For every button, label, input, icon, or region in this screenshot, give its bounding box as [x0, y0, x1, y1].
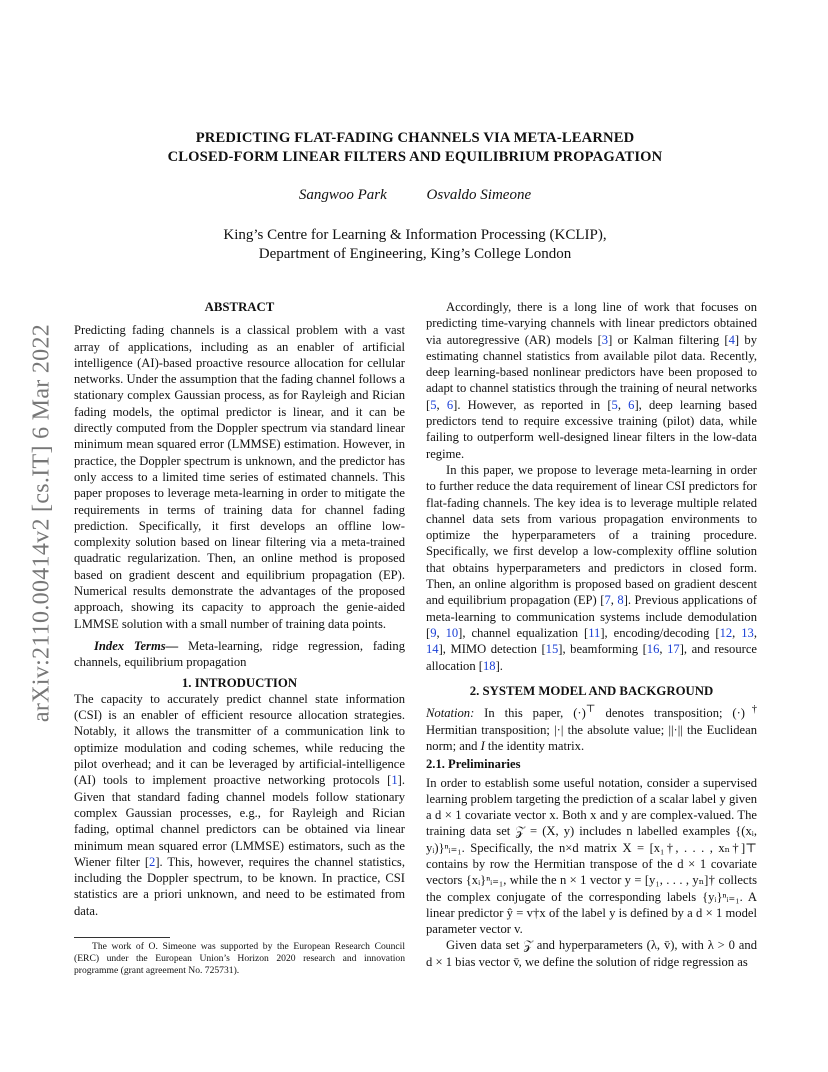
citation-link[interactable]: 10 [445, 625, 459, 640]
citation-link[interactable]: 5 [430, 397, 437, 412]
citation-link[interactable]: 13 [741, 625, 754, 640]
body-text: ], and resource allocation [ [426, 642, 757, 673]
footnote-rule [74, 937, 170, 938]
body-text: Hermitian transposition; |·| the absolute value; ||·|| the Euclidean norm; and [426, 722, 757, 753]
affiliation-line-2: Department of Engineering, King’s College London [258, 246, 572, 262]
intro-text: ]. This, however, requires the channel statistics, including the Doppler spectrum, to be known. In practice, CSI statistics are a priori unknown, and need to be estimated from data. [74, 854, 405, 918]
preliminaries-paragraph: In order to establish some useful notation, consider a supervised learning problem targeting the prediction of a scalar label y given a d × 1 covariate vector x. Both x and y are complex-valued. The training data set 𝒵 = (X, y) includes n labelled examples {(xᵢ, yᵢ)}ⁿᵢ₌₁. Specifically, the n×d matrix X = [x₁†, . . . , xₙ†]⊤ contains by row the Hermitian transpose of the d × 1 covariate vectors {xᵢ}ⁿᵢ₌₁, while the n × 1 vector y = [y₁, . . . , yₙ]† collects the complex conjugate of the corresponding labels {yᵢ}ⁿᵢ₌₁. A linear predictor ŷ = v†x of the label y is defined by a d × 1 model parameter vector v. [426, 775, 757, 937]
citation-link[interactable]: 18 [483, 658, 496, 673]
body-text: ]. [495, 658, 503, 673]
intro-text: The capacity to accurately predict channel state information (CSI) is an enabler of efficient resource allocation strategies. Notably, it allows the transmitter of a communication link to optimize modulation and coding schemes, while reducing the pilot overhead; and it can be leveraged by artificial-intelligence (AI) tools to implement proactive networking protocols [ [74, 691, 405, 788]
body-text: In this paper, (·) [474, 706, 586, 721]
citation-link[interactable]: 9 [430, 625, 437, 640]
paper-title [74, 129, 756, 167]
body-text: ], deep learning based predictors tend to require excessive training (pilot) data, while failing to outperform well-designed linear filters in the low-data regime. [426, 397, 758, 461]
subsection-heading: 2.1. Preliminaries [426, 757, 521, 772]
body-text: ], MIMO detection [ [438, 642, 546, 657]
citation-link[interactable]: 11 [588, 625, 601, 640]
citation-link[interactable]: 12 [719, 625, 733, 640]
author-list [74, 187, 756, 204]
body-text: denotes transposition; (·) [595, 706, 745, 721]
affiliation [74, 226, 756, 264]
abstract-heading: ABSTRACT [204, 300, 275, 314]
footnote-text: The work of O. Simeone was supported by the European Research Council (ERC) under the European Union’s Horizon 2020 research and innovation programme (grant agreement No. 725731). [74, 941, 405, 976]
index-terms-text: Meta-learning, ridge regression, fading channels, equilibrium propagation [74, 638, 406, 670]
author-name: Sangwoo Park [298, 187, 387, 203]
body-text: ], beamforming [ [558, 642, 647, 657]
body-text: Accordingly, there is a long line of work that focuses on predicting time-varying channels with linear predictors obtained via autoregressive (AR) models [ [426, 300, 757, 347]
title-line-2: CLOSED-FORM LINEAR FILTERS AND EQUILIBRIUM PROPAGATION [167, 149, 663, 165]
citation-link[interactable]: 6 [446, 397, 454, 412]
intro-text: ]. Given that standard fading channel models follow stationary complex Gaussian processes, e.g., for Rayleigh and Rician fading, optimal channel predictors can be obtained via linear minimum mean squared error (LMMSE) estimators, such as the Wiener filter [ [74, 773, 405, 869]
index-terms-label: Index Terms— [94, 638, 179, 653]
citation-link[interactable]: 15 [545, 642, 559, 657]
intro-heading: 1. INTRODUCTION [181, 675, 298, 690]
superscript: † [745, 704, 758, 716]
section-2-heading: 2. SYSTEM MODEL AND BACKGROUND [469, 683, 714, 698]
citation-link[interactable]: 17 [667, 642, 680, 657]
notation-label: Notation: [426, 706, 475, 721]
citation-link[interactable]: 1 [391, 773, 398, 788]
citation-link[interactable]: 4 [728, 332, 735, 347]
title-line-1: PREDICTING FLAT-FADING CHANNELS VIA META-LEARNED [195, 130, 635, 146]
notation-paragraph [426, 702, 757, 754]
citation-link[interactable]: 3 [601, 332, 609, 347]
left-column [74, 299, 405, 919]
ridge-paragraph: Given data set 𝒵 and hyperparameters (λ, v̄), with λ > 0 and d × 1 bias vector v̄, we define the solution of ridge regression as [426, 938, 757, 969]
citation-link[interactable]: 16 [646, 642, 660, 657]
citation-link[interactable]: 2 [149, 854, 156, 869]
footnote [74, 941, 405, 977]
math-symbol: I [480, 738, 485, 753]
contribution-paragraph: In this paper, we propose to leverage meta-learning in order to further reduce the data requirement of linear CSI predictors for flat-fading channels. The key idea is to leverage multiple related channel data sets from various propagation environments to optimize the hyperparameters of a training procedure. Specifically, we first develop a low-complexity offline solution that obtains hyperparameters and predictors in closed form. Then, an online algorithm is proposed based on gradient descent and equilibrium propagation (EP) [7, 8]. Previous applications of meta-learning to communication systems include demodulation [9, 10], channel equalization [11], encoding/decoding [12, 13, 14], MIMO detection [15], beamforming [16, 17], and resource allocation [18]. [426, 462, 758, 673]
abstract-text: Predicting fading channels is a classical problem with a vast array of applications, including as an enabler of artificial intelligence (AI)-based proactive resource allocation for cellular networks. Under the assumption that the fading channel follows a stationary complex Gaussian process, as for Rayleigh and Rician fading models, the optimal predictor is linear, and it can be directly computed from the Doppler spectrum via standard linear minimum mean squared error (LMMSE) estimation. However, in practice, the Doppler spectrum is unknown, and the predictor has only access to a limited time series of estimated channels. This paper proposes to leverage meta-learning in order to mitigate the requirements in terms of training data for channel fading prediction. Specifically, it first develops an offline low-complexity solution based on linear filtering via a meta-trained quadratic regularization. Then, an online method is proposed based on gradient descent and equilibrium propagation (EP). Numerical results demonstrate the advantages of the proposed approach, showing its capacity to approach the genie-aided LMMSE solution with a small number of training data points. [74, 323, 405, 631]
author-name: Osvaldo Simeone [426, 187, 532, 203]
citation-link[interactable]: 5 [611, 397, 618, 412]
body-text: ], channel equalization [ [458, 625, 589, 640]
body-text: ] or Kalman filtering [ [608, 332, 729, 347]
arxiv-stamp: arXiv:2110.00414v2 [cs.IT] 6 Mar 2022 [28, 323, 55, 723]
related-work-paragraph: Accordingly, there is a long line of work that focuses on predicting time-varying channels with linear predictors obtained via autoregressive (AR) models [3] or Kalman filtering [4] by estimating channel statistics from available pilot data. Recently, deep learning-based nonlinear predictors have been proposed to adapt to channel statistics through the training of neural networks [5, 6]. However, as reported in [5, 6], deep learning based predictors tend to require excessive training (pilot) data, while failing to outperform well-designed linear filters in the low-data regime. [426, 300, 758, 461]
citation-link[interactable]: 8 [617, 593, 624, 608]
body-text: ]. However, as reported in [ [453, 397, 612, 412]
body-text: ], encoding/decoding [ [600, 625, 720, 640]
index-terms [74, 638, 405, 671]
body-text: ]. Previous applications of meta-learning to communication systems include demodulation [ [426, 593, 758, 640]
citation-link[interactable]: 14 [426, 642, 439, 657]
body-text: In this paper, we propose to leverage meta-learning in order to further reduce the data requirement of linear CSI predictors for flat-fading channels. The key idea is to leverage multiple related channel data sets from various propagation environments to optimize the hyperparameters of a training procedure. Specifically, we first develop a low-complexity offline solution that obtains hyperparameters and predictors in closed form. Then, an online algorithm is proposed based on gradient descent and equilibrium propagation (EP) [ [426, 462, 757, 608]
citation-link[interactable]: 7 [604, 593, 611, 608]
affiliation-line-1: King’s Centre for Learning & Information Processing (KCLIP), [223, 227, 607, 243]
body-text: the identity matrix. [484, 738, 585, 753]
right-column [426, 299, 757, 970]
citation-link[interactable]: 6 [628, 397, 635, 412]
intro-paragraph [74, 691, 405, 919]
superscript: ⊤ [585, 704, 596, 716]
body-text: ] by estimating channel statistics from available pilot data. Recently, deep learning-based nonlinear predictors have been proposed to adapt to channel statistics through the training of neural networks [ [426, 332, 758, 412]
arxiv-sidebar [20, 308, 64, 738]
